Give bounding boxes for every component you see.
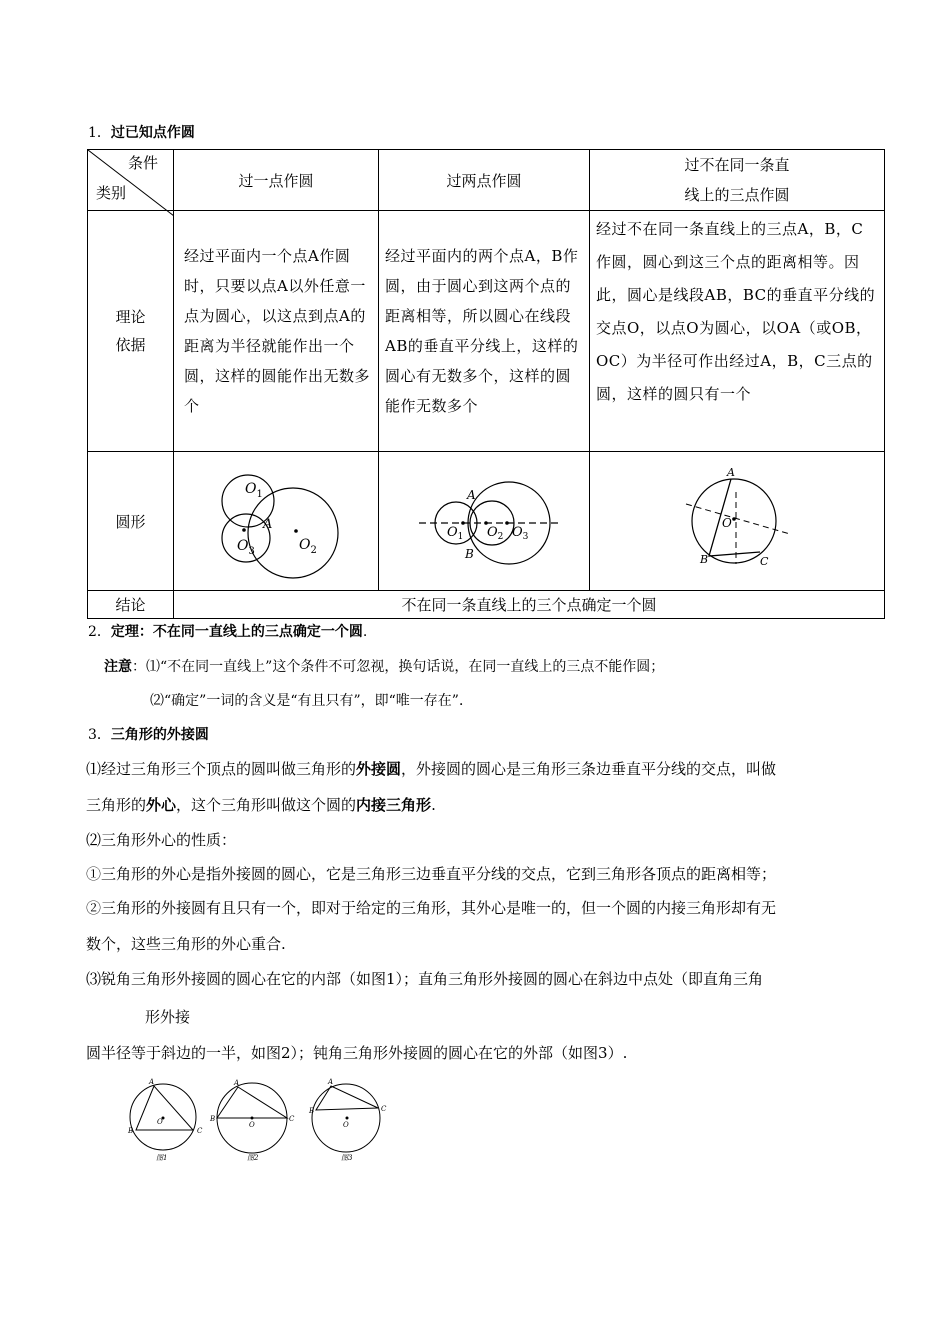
figure-2-right [209, 1079, 295, 1162]
label-o2: $O_2$ [487, 525, 504, 542]
corner-category-label: 类别 [96, 184, 127, 202]
fig3-label-c: C [381, 1105, 387, 1113]
fig2-triangle [217, 1087, 287, 1118]
fig1-label-o: O [157, 1118, 163, 1126]
fig1-triangle [136, 1086, 193, 1130]
paragraph-3: ①三角形的外心是指外接圆的圆心，它是三角形三边垂直平分线的交点，它到三角形各顶点的距离相等； [86, 865, 777, 883]
fig3-label-a: A [328, 1078, 334, 1086]
figure-three-points-cell [590, 452, 885, 591]
center-o-dot [732, 517, 736, 521]
two-points-circles-figure [379, 452, 590, 590]
corner-header-cell [88, 150, 174, 211]
theory-three-points-text: 经过不在同一条直线上的三点A，B，C作圆，圆心到这三个点的距离相等。因此，圆心是线段AB，BC的垂直平分线的交点O，以点O为圆心，以OA（或OB，OC）为半径可作出经过A，B，C三点的圆，这样的圆只有一个 [596, 220, 876, 403]
section-3-heading: 3．三角形的外接圆 [88, 727, 209, 743]
fig2-label-o: O [249, 1121, 255, 1129]
label-o: O [722, 516, 732, 530]
theory-one-point-text: 经过平面内一个点A作圆时，只要以点A以外任意一点为圆心，以这点到点A的距离为半径就能作出一个圆，这样的圆能作出无数多个 [184, 247, 371, 415]
paragraph-1-line-2: 三角形的外心，这个三角形叫做这个圆的内接三角形. [86, 796, 436, 814]
paragraph-5-line-3: 圆半径等于斜边的一半，如图2）；钝角三角形外接圆的圆心在它的外部（如图3）. [86, 1044, 628, 1062]
fig2-caption: 图2 [247, 1154, 259, 1162]
fig3-label-b: B [309, 1107, 315, 1115]
section-2-heading: 2．定理：不在同一直线上的三点确定一个圆. [88, 624, 368, 640]
one-point-circles-figure [174, 452, 379, 590]
center-o2-dot [294, 529, 298, 533]
theory-two-points-text: 经过平面内的两个点A，B作圆，由于圆心到这两个点的距离相等，所以圆心在线段AB的垂直平分线上，这样的圆心有无数多个，这样的圆能作无数多个 [385, 247, 579, 415]
fig3-caption: 图3 [341, 1154, 353, 1162]
label-a: A [263, 517, 273, 532]
label-o1: $O_1$ [447, 525, 464, 542]
label-c: C [760, 555, 769, 568]
label-a: A [467, 488, 476, 502]
label-b: B [465, 547, 474, 561]
theory-label-cell: 理论 依据 [88, 211, 174, 452]
fig3-triangle [316, 1086, 378, 1110]
header-one-point: 过一点作圆 [174, 150, 379, 211]
center-o3-dot [505, 521, 509, 525]
fig2-center-dot [251, 1117, 254, 1120]
center-o1-dot [461, 521, 465, 525]
circumcircle [692, 479, 776, 563]
paragraph-1-line-1: ⑴经过三角形三个顶点的圆叫做三角形的外接圆，外接圆的圆心是三角形三条边垂直平分线的交点，叫做 [86, 760, 777, 778]
conclusion-label-cell: 结论 [88, 591, 174, 619]
fig1-label-b: B [128, 1127, 134, 1135]
fig2-label-c: C [289, 1115, 295, 1123]
theory-three-points-cell [590, 211, 885, 452]
label-o1: $O_1$ [245, 481, 263, 500]
header-two-points: 过两点作圆 [379, 150, 590, 211]
paragraph-4-line-2: 数个，这些三角形的外心重合. [86, 935, 286, 953]
paragraph-5-line-2: 形外接 [145, 1008, 191, 1026]
header-three-points: 过不在同一条直 线上的三点作圆 [590, 150, 885, 211]
figure-one-point-cell [174, 452, 379, 591]
label-o2: $O_2$ [299, 537, 317, 556]
construction-table [87, 149, 885, 619]
section-1-heading: 1．过已知点作圆 [88, 125, 195, 141]
notice-line-1: 注意：⑴“不在同一直线上”这个条件不可忽视，换句话说，在同一直线上的三点不能作圆； [104, 659, 665, 675]
fig1-caption: 图1 [156, 1154, 168, 1162]
fig2-label-a: A [234, 1079, 240, 1087]
conclusion-cell: 不在同一条直线上的三个点确定一个圆 [174, 591, 885, 619]
paragraph-2: ⑵三角形外心的性质： [86, 831, 237, 849]
figure-1-acute [127, 1078, 203, 1162]
circle-o2 [248, 488, 338, 578]
theory-one-point-cell [174, 211, 379, 452]
fig1-label-c: C [197, 1127, 203, 1135]
paragraph-5-line-1: ⑶锐角三角形外接圆的圆心在它的内部（如图1）；直角三角形外接圆的圆心在斜边中点处（即直角三角 [86, 970, 764, 988]
center-o3-dot [242, 528, 246, 532]
label-o3: $O_3$ [512, 525, 529, 542]
notice-line-2: ⑵“确定”一词的含义是“有且只有”，即“唯一存在”． [150, 693, 473, 709]
fig3-label-o: O [343, 1121, 349, 1129]
label-a: A [727, 466, 735, 479]
three-points-circle-figure [590, 452, 885, 590]
figure-two-points-cell [379, 452, 590, 591]
fig2-label-b: B [210, 1115, 216, 1123]
label-o3: $O_3$ [237, 538, 255, 557]
label-b: B [700, 553, 709, 566]
figure-label-cell: 圆形 [88, 452, 174, 591]
fig1-label-a: A [149, 1078, 155, 1086]
triangle-circumcircle-figures [120, 1074, 400, 1166]
figure-3-obtuse [308, 1078, 387, 1162]
corner-condition-label: 条件 [128, 154, 159, 172]
paragraph-4-line-1: ②三角形的外接圆有且只有一个，即对于给定的三角形，其外心是唯一的，但一个圆的内接三角形却有无 [86, 899, 777, 917]
theory-two-points-cell [379, 211, 590, 452]
fig3-center-dot [346, 1117, 349, 1120]
